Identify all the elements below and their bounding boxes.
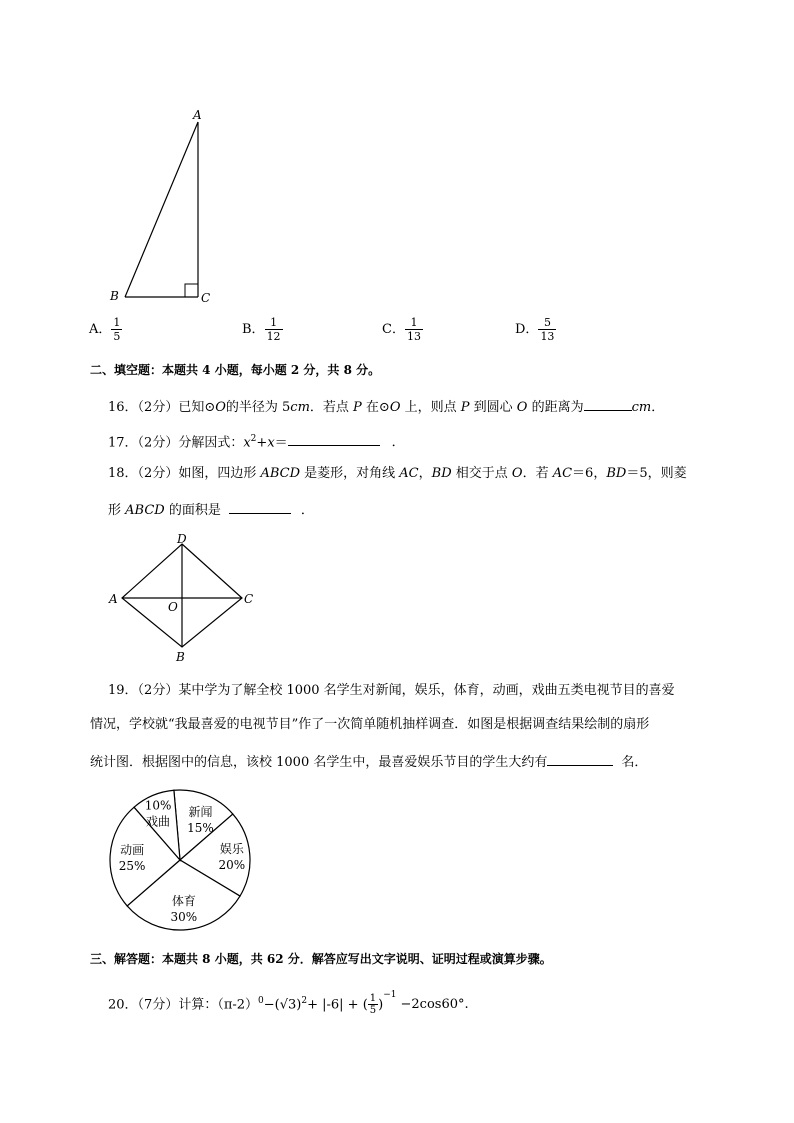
q20-text: −(√3) bbox=[263, 997, 302, 1013]
q17-answer-blank[interactable] bbox=[288, 431, 380, 446]
fraction-denominator: 13 bbox=[540, 330, 555, 343]
q18-text: ＝5，则菱 bbox=[626, 466, 687, 481]
q19-text: 名． bbox=[621, 755, 648, 770]
q18-text: ， bbox=[418, 466, 432, 481]
q19-text: 统计图．根据图中的信息，该校 1000 名学生中，最喜爱娱乐节目的学生大约有 bbox=[90, 755, 548, 770]
q18-var: AC bbox=[552, 466, 573, 481]
q16-unit: cm bbox=[290, 400, 310, 415]
rhombus-label-c: C bbox=[244, 592, 254, 606]
pie-slice-value-1: 15% bbox=[187, 821, 214, 836]
question-19-line-1: 19．（2分）某中学为了解全校 1000 名学生对新闻，娱乐，体育，动画，戏曲五类电视节目的喜爱 bbox=[108, 683, 675, 698]
triangle-label-b: B bbox=[110, 289, 119, 303]
fraction-numerator: 5 bbox=[538, 316, 556, 330]
rhombus-label-o: O bbox=[168, 600, 178, 614]
q16-text: 到圆心 bbox=[469, 400, 517, 415]
option-fraction bbox=[265, 316, 283, 343]
option-fraction bbox=[405, 316, 423, 343]
q18-var: AC bbox=[399, 466, 419, 481]
q17-text: 17．（2分）分解因式： bbox=[108, 435, 244, 451]
q16-text: 的距离为 bbox=[527, 400, 584, 415]
question-19-line-2: 情况，学校就“我最喜爱的电视节目”作了一次简单随机抽样调查．如图是根据调查结果绘制的扇形 bbox=[90, 717, 650, 732]
q15-option-d bbox=[515, 316, 556, 343]
fraction-denominator: 5 bbox=[369, 1005, 377, 1017]
fraction-denominator: 12 bbox=[266, 330, 281, 343]
q18-text: 是菱形，对角线 bbox=[300, 466, 400, 481]
q17-var: x bbox=[243, 435, 251, 451]
q20-text: ) bbox=[378, 997, 384, 1013]
q16-text: 的半径为 5 bbox=[225, 400, 291, 415]
q18-var: ABCD bbox=[125, 503, 165, 518]
q16-text: ． bbox=[651, 400, 665, 415]
section-3-heading: 三、解答题：本题共 8 小题，共 62 分．解答应写出文字说明、证明过程或演算步骤。 bbox=[90, 952, 552, 966]
fraction-numerator: 1 bbox=[113, 316, 121, 329]
pie-slice-name-3: 体育 bbox=[171, 893, 196, 908]
q18-text: 相交于点 bbox=[451, 466, 512, 481]
option-letter: A． bbox=[89, 322, 112, 337]
q16-var: P bbox=[460, 400, 470, 415]
right-angle-mark bbox=[185, 284, 198, 297]
triangle-label-a: A bbox=[193, 108, 202, 122]
option-fraction bbox=[111, 316, 122, 343]
q16-text: 在⊙ bbox=[361, 400, 390, 415]
triangle-side-ab bbox=[125, 122, 198, 297]
question-18-line-2 bbox=[108, 499, 314, 520]
pie-slice-value-4: 25% bbox=[118, 858, 146, 873]
q18-var: O bbox=[511, 466, 523, 481]
q19-answer-blank[interactable] bbox=[547, 751, 613, 766]
fraction-numerator: 1 bbox=[405, 316, 423, 330]
q17-text: + bbox=[256, 435, 268, 451]
pie-chart bbox=[104, 784, 264, 934]
pie-slice-value-5: 10% bbox=[144, 798, 172, 813]
q16-var: O bbox=[389, 400, 401, 415]
fraction-numerator: 1 bbox=[265, 316, 283, 330]
q16-text: 16．（2分）已知⊙ bbox=[108, 400, 216, 415]
question-19-line-3 bbox=[90, 751, 647, 772]
triangle-figure bbox=[100, 100, 230, 310]
q17-text: ＝ bbox=[274, 435, 288, 451]
pie-slice-name-4: 动画 bbox=[120, 842, 145, 857]
q16-text: ．若点 bbox=[309, 400, 354, 415]
q18-text: 18．（2分）如图，四边形 bbox=[108, 466, 261, 481]
q18-text: ＝6， bbox=[572, 466, 607, 481]
option-fraction bbox=[538, 316, 556, 343]
pie-slice-value-2: 20% bbox=[218, 857, 246, 872]
q16-answer-blank[interactable] bbox=[584, 396, 632, 411]
q15-option-a bbox=[89, 316, 122, 343]
q16-var: O bbox=[215, 400, 226, 415]
q20-text: + |-6| + ( bbox=[307, 997, 368, 1013]
q18-var: ABCD bbox=[260, 466, 301, 481]
q18-text: 的面积是 bbox=[164, 503, 221, 518]
q18-var: BD bbox=[606, 466, 627, 481]
question-20 bbox=[108, 992, 469, 1016]
rhombus-label-a: A bbox=[109, 592, 118, 606]
pie-slice-value-3: 30% bbox=[170, 909, 198, 924]
q18-answer-blank[interactable] bbox=[229, 499, 291, 514]
q15-option-b bbox=[242, 316, 283, 343]
q20-exponent: 2 bbox=[301, 996, 308, 1006]
q16-var: P bbox=[353, 400, 362, 415]
section-2-heading: 二、填空题：本题共 4 小题，每小题 2 分，共 8 分。 bbox=[90, 363, 381, 377]
q20-exponent: −1 bbox=[383, 990, 397, 1000]
rhombus-label-b: B bbox=[176, 650, 185, 664]
q17-text: ． bbox=[391, 435, 405, 451]
pie-slice-name-1: 新闻 bbox=[188, 805, 213, 820]
q15-option-c bbox=[382, 316, 423, 343]
q17-exponent: 2 bbox=[250, 434, 257, 444]
fraction-numerator: 1 bbox=[369, 993, 377, 1005]
rhombus-label-d: D bbox=[177, 532, 187, 546]
q20-text: 20．（7分）计算：（π-2） bbox=[108, 997, 259, 1013]
option-letter: C． bbox=[382, 322, 405, 337]
q20-text: −2cos60°. bbox=[400, 997, 469, 1013]
triangle-label-c: C bbox=[201, 291, 211, 305]
q18-text: ．若 bbox=[522, 466, 553, 481]
option-letter: D． bbox=[515, 322, 539, 337]
rhombus-figure bbox=[104, 530, 264, 666]
q18-text: ． bbox=[300, 503, 314, 518]
q20-fraction bbox=[368, 993, 378, 1016]
question-16 bbox=[108, 396, 664, 417]
question-18-line-1 bbox=[108, 465, 687, 483]
pie-slice-name-5: 戏曲 bbox=[146, 814, 171, 829]
q16-var: O bbox=[516, 400, 528, 415]
q18-text: 形 bbox=[108, 503, 126, 518]
option-letter: B． bbox=[242, 322, 265, 337]
q17-var: x bbox=[267, 435, 275, 451]
q16-text: 上，则点 bbox=[400, 400, 461, 415]
q18-var: BD bbox=[431, 466, 452, 481]
fraction-denominator: 13 bbox=[406, 330, 421, 343]
fraction-denominator: 5 bbox=[113, 330, 121, 343]
q16-unit: cm bbox=[631, 400, 652, 415]
pie-slice-name-2: 娱乐 bbox=[219, 841, 244, 856]
q20-exponent: 0 bbox=[258, 996, 264, 1006]
question-17 bbox=[108, 430, 405, 452]
